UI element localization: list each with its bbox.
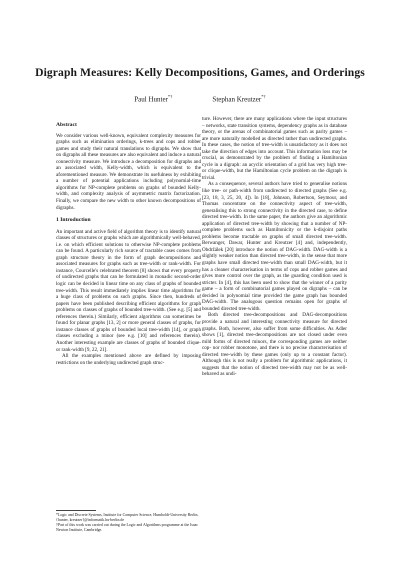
author-list	[60, 94, 340, 103]
abstract-heading: Abstract	[56, 122, 77, 128]
footnote-rule	[56, 510, 96, 511]
footnotes	[56, 510, 201, 533]
author: Stephan Kreutzer*†	[212, 94, 266, 104]
body-paragraph: Both directed tree-decompositions and DAG-decompositions provide a natural and interesting connectivity measure for directed graphs. Both, however, also suffer from some difficulties. As Adler shows [1], directed tree-decompositions are not closed under even mild forms of directed minors, the corresponding games are neither cop- nor robber monotone, and there is no precise characterisation of directed tree-width by these games (only up to a constant factor). Although this is not really a problem for algorithmic applications, it suggests that the notion of directed tree-width may not be as well-behaved as undi-	[202, 312, 347, 378]
author-footnote-mark: *†	[167, 94, 173, 99]
body-paragraph: ture. However, there are many applications where the input structures – networks, state transition systems, dependency graphs as in database theory, or the arenas of combinatorial games such as parity games – are more naturally modelled as directed rather than undirected graphs. In these cases, the notion of tree-width is unsatisfactory as it does not take the direction of edges into account. This information loss may be crucial, as demonstrated by the problem of finding a Hamiltonian cycle in a digraph: an acyclic orientation of a grid has very high tree- or clique-width, but the Hamiltonian cycle problem on the digraph is trivial.	[202, 116, 347, 181]
body-paragraph: All the examples mentioned above are defined by imposing restrictions on the underlying undirected graph struc-	[56, 353, 201, 366]
footnote: *Logic and Discrete Systems, Institute for Computer Science, Humboldt-University Berlin, {hunter, kreutzer}@informatik.hu-berlin.de	[56, 513, 199, 522]
body-paragraph: An important and active field of algorithm theory is to identify natural classes of structures or graphs which are algorithmically well-behaved, i.e. on which efficient solutions to otherwise NP-complete problems can be found. A particularly rich source of tractable cases comes from graph structure theory in the form of graph decompositions and associated measures for graphs such as tree-width or rank-width. For instance, Courcelle's celebrated theorem [8] shows that every property of undirected graphs that can be formulated in monadic second-order logic can be decided in linear time on any class of graphs of bounded tree-width. This result immediately implies linear time algorithms for a huge class of problems on such graphs. Since then, hundreds of papers have been published describing efficient algorithms for graph problems on classes of graphs of bounded tree-width. (See e.g. [5] and references therein.) Similarly, efficient algorithms can sometimes be found for planar graphs [13, 2] or more general classes of graphs, for instance classes of graphs of bounded local tree-width [14], or graph classes excluding a minor (see e.g. [10] and references therein). Another interesting example are classes of graphs of bounded clique- or rank-width [9, 22, 21].	[56, 228, 201, 353]
body-paragraph: As a consequence, several authors have tried to generalise notions like tree- or path-width from undirected to directed graphs (See e.g. [23, 18, 3, 25, 20, 4]). In [18], Johnson, Robertson, Seymour, and Thomas concentrate on the connectivity aspect of tree-width, generalising this to strong connectivity in the directed case, to define directed tree-width. In the same paper, the authors give an algorithmic application of directed tree-width by showing that a number of NP-complete problems such as Hamiltonicity or the k-disjoint paths problems become tractable on graphs of small directed tree-width. Berwanger, Dawar, Hunter and Kreutzer [4] and, independently, Obdržálek [20] introduce the notion of DAG-width. DAG-width is a slightly weaker notion than directed tree-width, in the sense that more graphs have small directed tree-width than small DAG-width, but it has a cleaner characterisation in terms of cops and robber games and gives more control over the graph, as the guarding condition used is stricter. In [4], this has been used to show that the winner of a parity game – a form of combinatorial games played on digraphs – can be decided in polynomial time provided the game graph has bounded DAG-width. The analogous question remains open for graphs of bounded directed tree-width.	[202, 181, 347, 312]
paper-title: Digraph Measures: Kelly Decompositions, Games, and Orderings	[35, 66, 365, 79]
author-footnote-mark: *†	[261, 94, 266, 99]
abstract-text: We consider various well-known, equivalent complexity measures for graphs such as elimination orderings, k-trees and cops and robber games and study their natural translations to digraphs. We show that on digraphs all these measures are also equivalent and induce a natural connectivity measure. We introduce a decomposition for digraphs and an associated width, Kelly-width, which is equivalent to the aforementioned measure. We demonstrate its usefulness by exhibiting a number of potential applications including polynomial-time algorithms for NP-complete problems on graphs of bounded Kelly-width, and complexity analysis of asymmetric matrix factorization. Finally, we compare the new width to other known decompositions of digraphs.	[56, 132, 201, 211]
right-column	[202, 116, 347, 378]
section-heading: 1 Introduction	[56, 217, 91, 224]
author: Paul Hunter*†	[134, 94, 173, 104]
left-column	[56, 122, 201, 366]
footnote: †Part of this work was carried out during the Logic and Algorithms programme at the Isaac Newton Institute, Cambridge.	[56, 523, 199, 532]
